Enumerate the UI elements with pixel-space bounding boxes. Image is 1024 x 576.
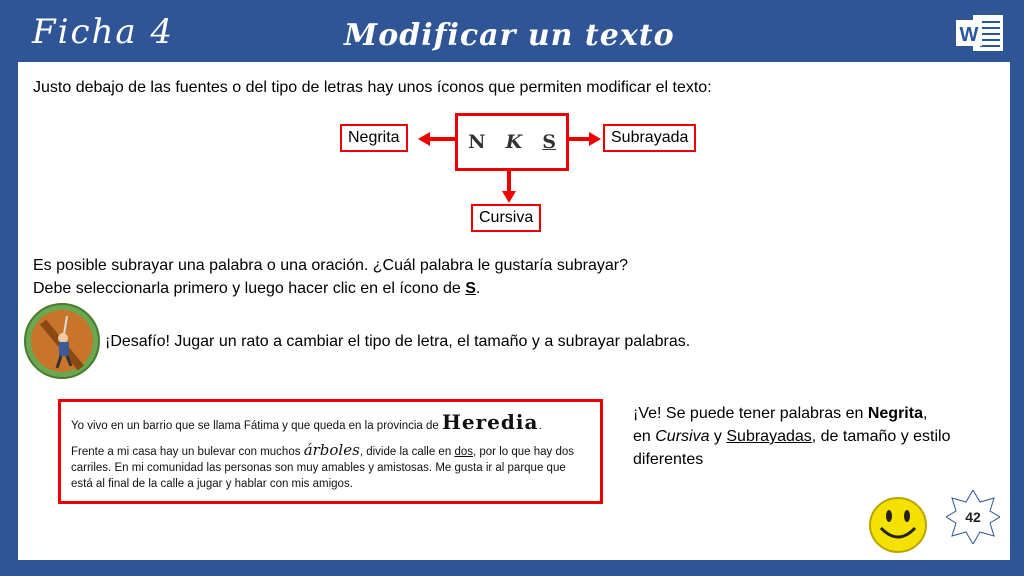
heredia-word: Heredia	[442, 410, 539, 434]
ficha-label: Ficha 4	[32, 12, 175, 52]
instruction-line-2: Debe seleccionarla primero y luego hacer clic en el ícono de S.	[33, 280, 481, 297]
underline-s: S	[465, 280, 476, 297]
format-buttons-box	[455, 113, 569, 171]
italic-button[interactable]: K	[505, 131, 523, 153]
intro-text: Justo debajo de las fuentes o del tipo de letras hay unos íconos que permiten modificar el texto:	[33, 79, 712, 96]
note-bold: Negrita	[867, 405, 923, 422]
page-number: 42	[965, 509, 981, 525]
instruction-line-1: Es posible subrayar una palabra o una oración. ¿Cuál palabra le gustaría subrayar?	[33, 257, 629, 274]
dos-word: dos	[454, 446, 473, 458]
story-box	[58, 399, 603, 504]
note-italic: Cursiva	[655, 428, 710, 445]
italic-label: Cursiva	[471, 204, 541, 232]
page-number-badge	[946, 490, 1000, 544]
climber-icon	[23, 302, 101, 380]
arboles-word: árboles	[303, 441, 360, 459]
challenge-text: ¡Desafío! Jugar un rato a cambiar el tipo de letra, el tamaño y a subrayar palabras.	[105, 333, 691, 350]
bold-button[interactable]: N	[468, 131, 486, 153]
bold-label: Negrita	[340, 124, 408, 152]
story-paragraph-1: Yo vivo en un barrio que se llama Fátima y que queda en la provincia de Heredia.	[71, 410, 542, 434]
note-text: ¡Ve! Se puede tener palabras en Negrita, en Cursiva y Subrayadas, de tamaño y estilo diferentes	[633, 405, 951, 468]
note-underline: Subrayadas	[726, 428, 812, 445]
smiley-icon	[868, 496, 928, 554]
underline-button[interactable]: S	[542, 131, 556, 153]
page-title: Modificar un texto	[344, 18, 675, 53]
story-paragraph-2: Frente a mi casa hay un bulevar con muchos árboles, divide la calle en dos, por lo que hay dos carriles. En mi comunidad las personas son muy amables y amistosas. Me gusta ir al parque que está al final de la calle a jugar y hablar con mis amigos.	[71, 441, 574, 490]
instruction-paragraph	[33, 254, 933, 300]
underline-label: Subrayada	[603, 124, 696, 152]
word-logo-letter: W	[959, 24, 979, 46]
